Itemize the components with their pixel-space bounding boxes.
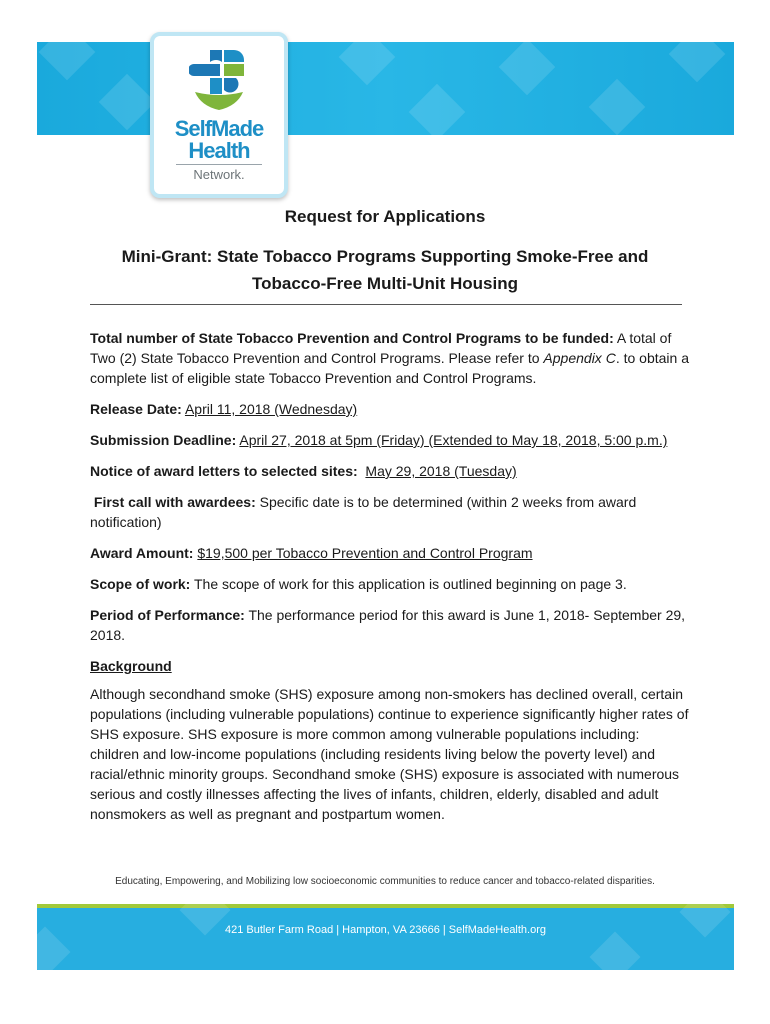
field-value: The performance period for this award is June 1, 2018- September 29, 2018. <box>90 607 686 643</box>
footer-accent-strip <box>37 904 734 908</box>
footer-band <box>37 904 734 970</box>
field-value: Specific date is to be determined (within 2 weeks from award notification) <box>90 494 637 530</box>
field-label: Release Date: <box>90 401 182 417</box>
banner-pattern-tile <box>589 79 646 135</box>
banner-pattern-tile <box>99 74 156 131</box>
logo-divider <box>176 164 262 165</box>
first-call-paragraph <box>90 492 690 532</box>
field-value: May 29, 2018 (Tuesday) <box>365 463 517 479</box>
banner-pattern-tile <box>409 84 466 135</box>
footer-address: 421 Butler Farm Road | Hampton, VA 23666 | SelfMadeHealth.org <box>224 924 547 936</box>
award-amount-paragraph <box>90 543 690 563</box>
page-title: Request for Applications <box>284 207 486 226</box>
logo-cross-icon <box>189 48 249 114</box>
banner-pattern-tile <box>339 42 396 85</box>
logo <box>150 32 288 198</box>
field-value: $19,500 per Tobacco Prevention and Control Program <box>197 545 533 561</box>
period-of-performance-paragraph <box>90 605 690 645</box>
field-label: Submission Deadline: <box>90 432 237 448</box>
field-label: Notice of award letters to selected sites: <box>90 463 358 479</box>
total-programs-paragraph <box>90 328 690 388</box>
field-value: The scope of work for this application is outlined beginning on page 3. <box>190 576 627 592</box>
background-paragraph: Although secondhand smoke (SHS) exposure among non-smokers has declined overall, certain populations (including vulnerable populations) continue to experience significantly higher rates of SHS exposure. SHS exposure is more common among vulnerable populations including: children and low-income populations (including residents living below the poverty level) and racial/ethnic minority groups. Secondhand smoke (SHS) exposure is associated with numerous serious and costly illnesses affecting the lives of infants, children, elderly, disabled and adult nonsmokers as well as pregnant and postpartum women. <box>90 686 689 822</box>
footer-pattern-tile <box>590 932 641 970</box>
field-value: . to obtain a complete list of eligible state Tobacco Prevention and Control Programs. <box>90 350 689 386</box>
banner-pattern-tile <box>669 42 726 82</box>
footer-tagline: Educating, Empowering, and Mobilizing low socioeconomic communities to reduce cancer and tobacco-related disparities. <box>115 876 655 887</box>
scope-of-work-paragraph <box>90 574 690 594</box>
submission-deadline-paragraph <box>90 430 690 450</box>
page-subtitle <box>90 243 680 297</box>
field-label: First call with awardees: <box>93 494 256 510</box>
header-banner <box>37 42 734 135</box>
field-value: A total of Two (2) State Tobacco Prevention and Control Programs. Please refer to <box>90 330 672 366</box>
release-date-paragraph <box>90 399 690 419</box>
background-heading <box>90 656 690 676</box>
logo-wordmark-network: Network. <box>193 167 245 182</box>
field-label: Period of Performance: <box>90 607 245 623</box>
subtitle-line: Tobacco-Free Multi-Unit Housing <box>251 274 518 293</box>
document-body <box>90 328 690 835</box>
field-label: Award Amount: <box>90 545 194 561</box>
banner-pattern-tile <box>499 42 556 95</box>
notice-of-award-paragraph <box>90 461 690 481</box>
banner-pattern-tile <box>39 42 96 80</box>
field-label: Total number of State Tobacco Prevention and Control Programs to be funded: <box>90 330 614 346</box>
field-label: Scope of work: <box>90 576 191 592</box>
section-heading: Background <box>90 658 172 674</box>
field-value: April 11, 2018 (Wednesday) <box>184 401 358 417</box>
subtitle-line: Mini-Grant: State Tobacco Programs Supporting Smoke-Free and <box>121 247 649 266</box>
logo-wordmark-self-made: SelfMade <box>174 116 264 141</box>
appendix-reference: Appendix C <box>543 350 616 366</box>
title-divider <box>90 304 682 305</box>
logo-wordmark-health: Health <box>188 138 250 163</box>
field-value: April 27, 2018 at 5pm (Friday) (Extended to May 18, 2018, 5:00 p.m.) <box>239 432 668 448</box>
